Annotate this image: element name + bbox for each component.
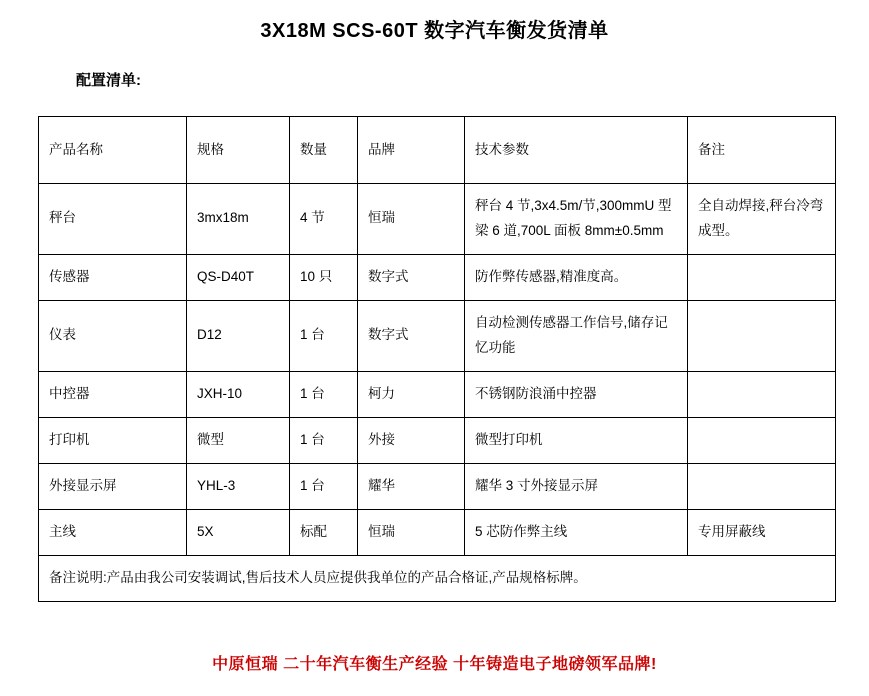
cell-spec: D12 (187, 300, 290, 371)
table-header-row (39, 117, 836, 184)
cell-name: 中控器 (39, 371, 187, 417)
cell-brand: 数字式 (358, 300, 465, 371)
cell-qty: 1 台 (290, 417, 358, 463)
cell-name: 秤台 (39, 184, 187, 255)
cell-brand: 数字式 (358, 254, 465, 300)
table-row (39, 184, 836, 255)
cell-brand: 恒瑞 (358, 184, 465, 255)
cell-brand: 耀华 (358, 463, 465, 509)
table-row (39, 509, 836, 555)
document-page (0, 14, 869, 696)
cell-params: 5 芯防作弊主线 (465, 509, 688, 555)
table-row (39, 254, 836, 300)
page-title: 3X18M SCS-60T 数字汽车衡发货清单 (260, 20, 609, 42)
column-header-params: 技术参数 (465, 117, 688, 184)
cell-remark (688, 371, 836, 417)
cell-brand: 恒瑞 (358, 509, 465, 555)
cell-qty: 标配 (290, 509, 358, 555)
cell-remark (688, 254, 836, 300)
cell-params: 秤台 4 节,3x4.5m/节,300mmU 型梁 6 道,700L 面板 8mm±0.5mm (465, 184, 688, 255)
spec-table (38, 116, 836, 602)
cell-remark: 专用屏蔽线 (688, 509, 836, 555)
footer-note-cell: 备注说明:产品由我公司安装调试,售后技术人员应提供我单位的产品合格证,产品规格标牌。 (39, 555, 836, 601)
cell-name: 外接显示屏 (39, 463, 187, 509)
cell-qty: 1 台 (290, 463, 358, 509)
column-header-remark: 备注 (688, 117, 836, 184)
cell-params: 耀华 3 寸外接显示屏 (465, 463, 688, 509)
cell-spec: JXH-10 (187, 371, 290, 417)
cell-remark: 全自动焊接,秤台冷弯成型。 (688, 184, 836, 255)
cell-spec: 3mx18m (187, 184, 290, 255)
column-header-brand: 品牌 (358, 117, 465, 184)
cell-spec: QS-D40T (187, 254, 290, 300)
company-slogan-banner: 中原恒瑞 二十年汽车衡生产经验 十年铸造电子地磅领军品牌! (212, 656, 657, 673)
cell-spec: 5X (187, 509, 290, 555)
cell-spec: YHL-3 (187, 463, 290, 509)
cell-params: 微型打印机 (465, 417, 688, 463)
cell-qty: 4 节 (290, 184, 358, 255)
column-header-qty: 数量 (290, 117, 358, 184)
table-row (39, 300, 836, 371)
table-row (39, 417, 836, 463)
cell-qty: 1 台 (290, 300, 358, 371)
table-row (39, 371, 836, 417)
cell-name: 仪表 (39, 300, 187, 371)
cell-params: 防作弊传感器,精准度高。 (465, 254, 688, 300)
cell-params: 自动检测传感器工作信号,储存记忆功能 (465, 300, 688, 371)
cell-brand: 柯力 (358, 371, 465, 417)
column-header-spec: 规格 (187, 117, 290, 184)
cell-spec: 微型 (187, 417, 290, 463)
column-header-name: 产品名称 (39, 117, 187, 184)
cell-name: 传感器 (39, 254, 187, 300)
table-row (39, 463, 836, 509)
cell-name: 主线 (39, 509, 187, 555)
cell-remark (688, 463, 836, 509)
cell-qty: 1 台 (290, 371, 358, 417)
section-subtitle: 配置清单: (76, 72, 141, 89)
cell-remark (688, 417, 836, 463)
cell-name: 打印机 (39, 417, 187, 463)
cell-params: 不锈钢防浪涌中控器 (465, 371, 688, 417)
cell-remark (688, 300, 836, 371)
cell-qty: 10 只 (290, 254, 358, 300)
table-footer-row (39, 555, 836, 601)
cell-brand: 外接 (358, 417, 465, 463)
